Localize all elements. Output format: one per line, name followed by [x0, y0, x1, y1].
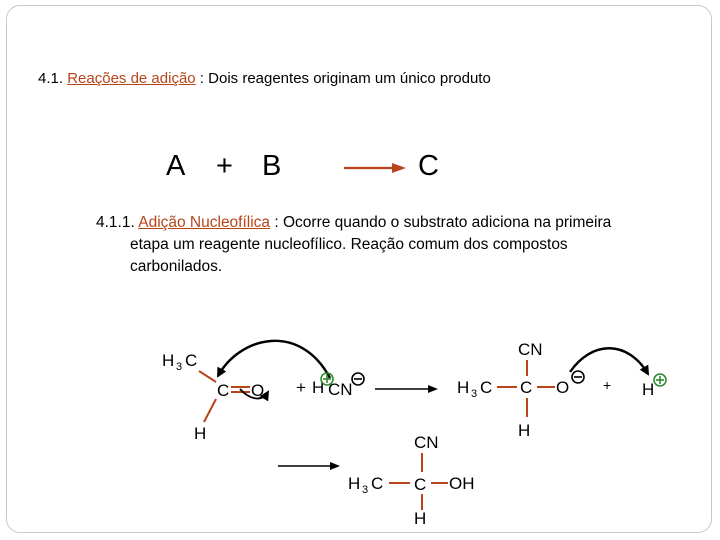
- reactant-h3c-subscript: 3: [176, 361, 183, 373]
- mechanism-arrow-1-head: [428, 385, 438, 393]
- intermediate-cyanide: CN: [518, 340, 543, 359]
- product-cyanide: CN: [414, 433, 439, 452]
- curved-arrow-protonation: [570, 348, 648, 374]
- intermediate-oxygen: O: [556, 378, 570, 397]
- section-number: 4.1.: [38, 70, 64, 87]
- intermediate-plus: +: [603, 377, 612, 393]
- section-title-link[interactable]: Reações de adição: [67, 70, 196, 87]
- reactant-a: A: [166, 150, 186, 182]
- subsection-title-link[interactable]: Adição Nucleofílica: [138, 214, 271, 231]
- intermediate-h3c-subscript: 3: [471, 388, 478, 400]
- reactant-h3c-c: C: [185, 351, 198, 370]
- intermediate-hydrogen: H: [518, 421, 531, 440]
- equation-plus: +: [216, 150, 233, 182]
- reactant-hydrogen: H: [194, 424, 207, 443]
- reagent-plus: +: [296, 378, 306, 397]
- product-h3c-c: C: [371, 474, 384, 493]
- product-h3c-h: H: [348, 474, 361, 493]
- bond-c-h: [204, 399, 216, 422]
- proton: H: [642, 380, 655, 399]
- subsection-line3: carbonilados.: [130, 258, 223, 275]
- intermediate-h3c-h: H: [457, 378, 470, 397]
- intermediate-h3c-c: C: [480, 378, 493, 397]
- product-c: C: [418, 150, 439, 182]
- product-hydroxyl: OH: [449, 474, 475, 493]
- subsection-line1: : Ocorre quando o substrato adiciona na primeira: [270, 214, 612, 231]
- subsection-line2: etapa um reagente nucleofílico. Reação comum dos compostos: [130, 236, 568, 253]
- reactant-carbonyl-carbon: C: [217, 381, 230, 400]
- reactant-oxygen: O: [251, 381, 265, 400]
- reagent-cyanide: CN: [328, 380, 353, 399]
- product-carbon: C: [414, 475, 427, 494]
- curved-arrow-nucleophile: [218, 341, 330, 378]
- mechanism-arrow-2-head: [330, 462, 340, 470]
- subsection-number: 4.1.1.: [96, 214, 135, 231]
- product-h3c-subscript: 3: [362, 484, 369, 496]
- reactant-h3c-h: H: [162, 351, 175, 370]
- section-description: : Dois reagentes originam um único produto: [195, 70, 491, 87]
- intermediate-carbon: C: [520, 378, 533, 397]
- product-hydrogen: H: [414, 509, 427, 528]
- bond-ch3-c: [199, 371, 216, 382]
- reagent-hydrogen: H: [312, 378, 325, 397]
- reactant-b: B: [262, 150, 282, 182]
